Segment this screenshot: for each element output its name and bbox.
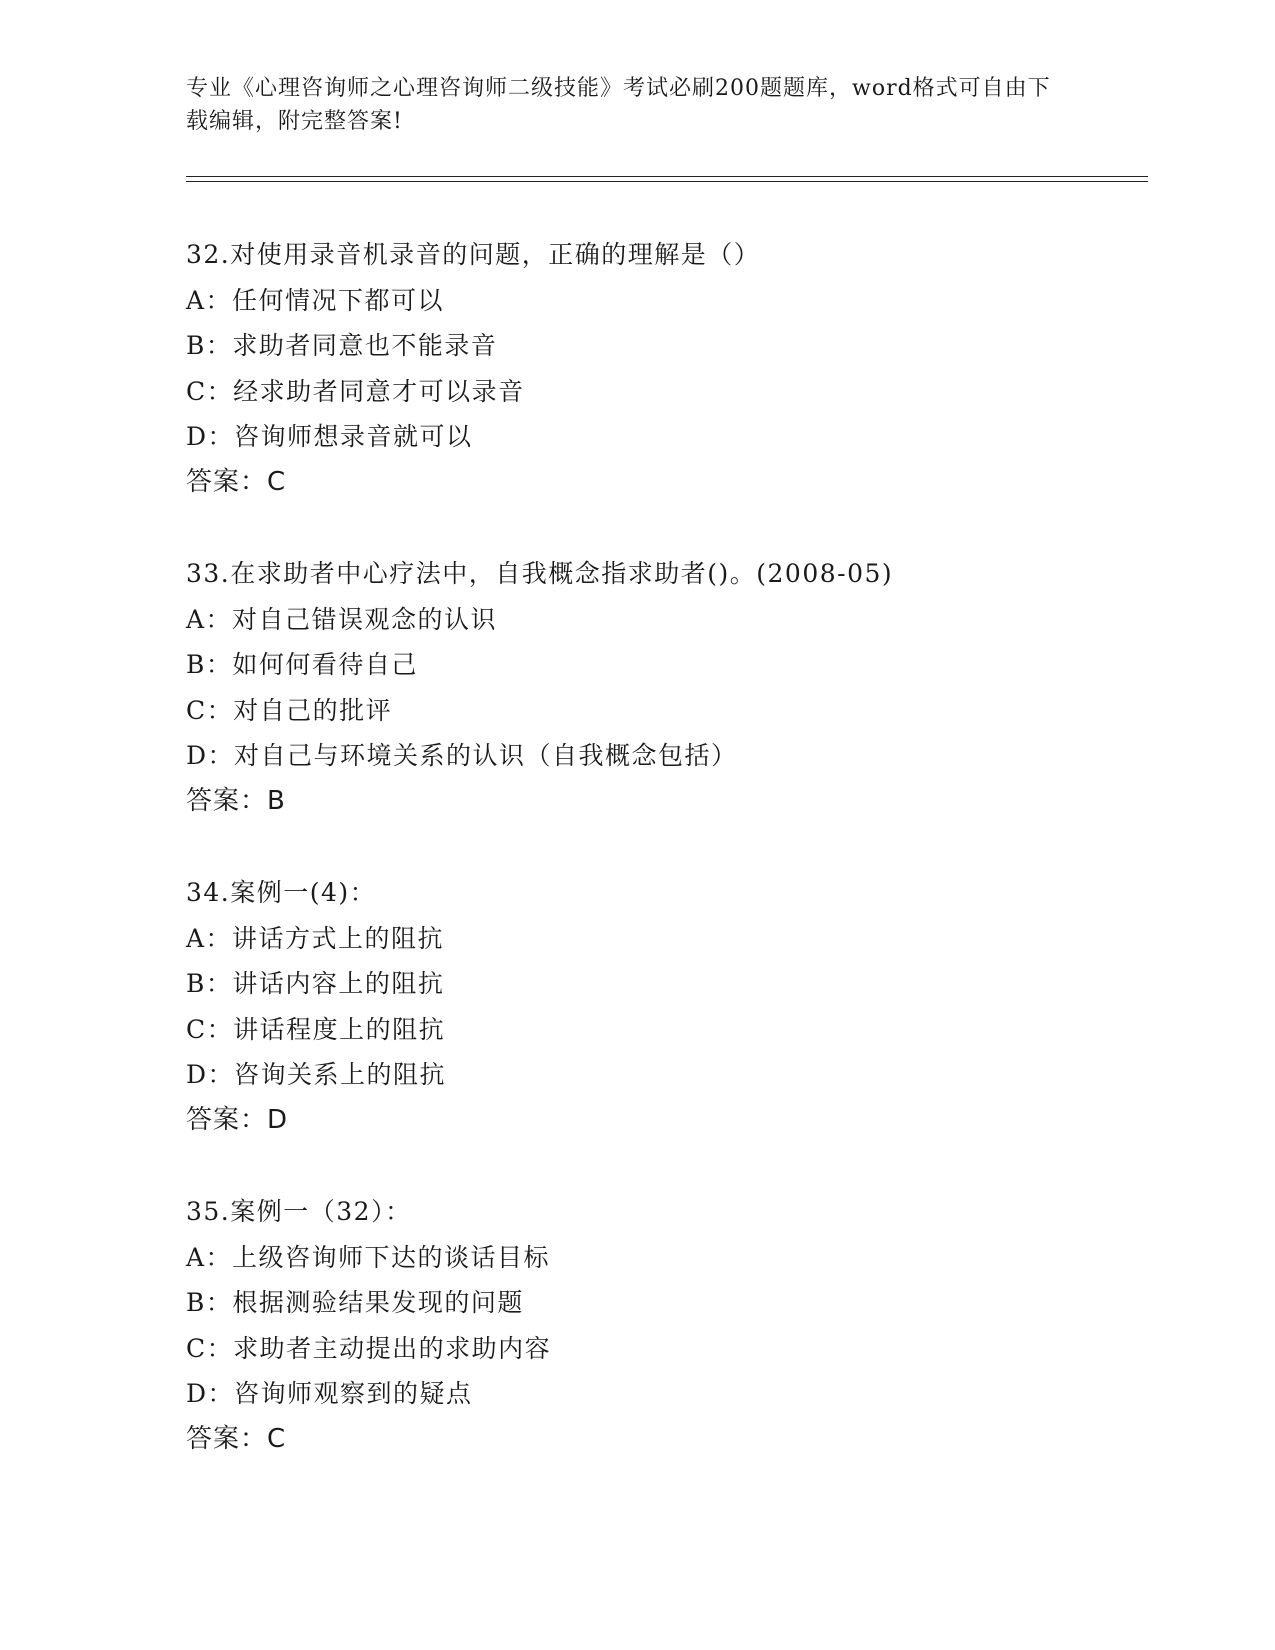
header-text: 专业《心理咨询师之心理咨询师二级技能》考试必刷200题题库，word格式可自由下载编辑，附完整答案! [186,76,1051,134]
option-c: C：讲话程度上的阻抗 [186,1014,446,1044]
option-a: A：上级咨询师下达的谈话目标 [186,1242,551,1272]
header-divider-top [186,176,1148,177]
question-32 [186,232,1126,506]
answer-line [186,779,1126,825]
answer-line [186,1417,1126,1463]
option-a: A：任何情况下都可以 [186,285,445,315]
option-d: D：咨询师观察到的疑点 [186,1379,473,1409]
option-d: D：咨询师想录音就可以 [186,422,473,452]
answer-value: C [267,1423,287,1454]
question-stem: 35.案例一（32）： [186,1197,412,1226]
question-35 [186,1189,1126,1463]
option-a: A：对自己错误观念的认识 [186,604,498,634]
answer-value: C [267,466,287,497]
answer-value: B [267,785,286,816]
answer-value: D [267,1104,289,1135]
option-a: A：讲话方式上的阻抗 [186,923,445,953]
question-stem: 34.案例一(4)： [186,878,377,907]
answer-line [186,1098,1126,1144]
option-b: B：如何何看待自己 [186,650,418,680]
option-d: D：咨询关系上的阻抗 [186,1060,447,1090]
question-stem: 32.对使用录音机录音的问题，正确的理解是（） [186,240,761,269]
option-c: C：求助者主动提出的求助内容 [186,1333,552,1363]
option-c: C：经求助者同意才可以录音 [186,376,525,406]
option-b: B：根据测验结果发现的问题 [186,1288,524,1318]
document-header [186,72,1066,138]
option-c: C：对自己的批评 [186,695,393,725]
question-stem: 33.在求助者中心疗法中，自我概念指求助者()。(2008-05) [186,559,894,588]
header-divider-bottom [186,181,1148,182]
answer-line [186,460,1126,506]
option-b: B：讲话内容上的阻抗 [186,969,445,999]
question-34 [186,870,1126,1144]
answer-prefix: 答案： [186,785,268,816]
option-b: B：求助者同意也不能录音 [186,331,498,361]
answer-prefix: 答案： [186,1423,268,1454]
option-d: D：对自己与环境关系的认识（自我概念包括） [186,741,738,771]
question-33 [186,551,1126,825]
answer-prefix: 答案： [186,1104,268,1135]
answer-prefix: 答案： [186,466,268,497]
